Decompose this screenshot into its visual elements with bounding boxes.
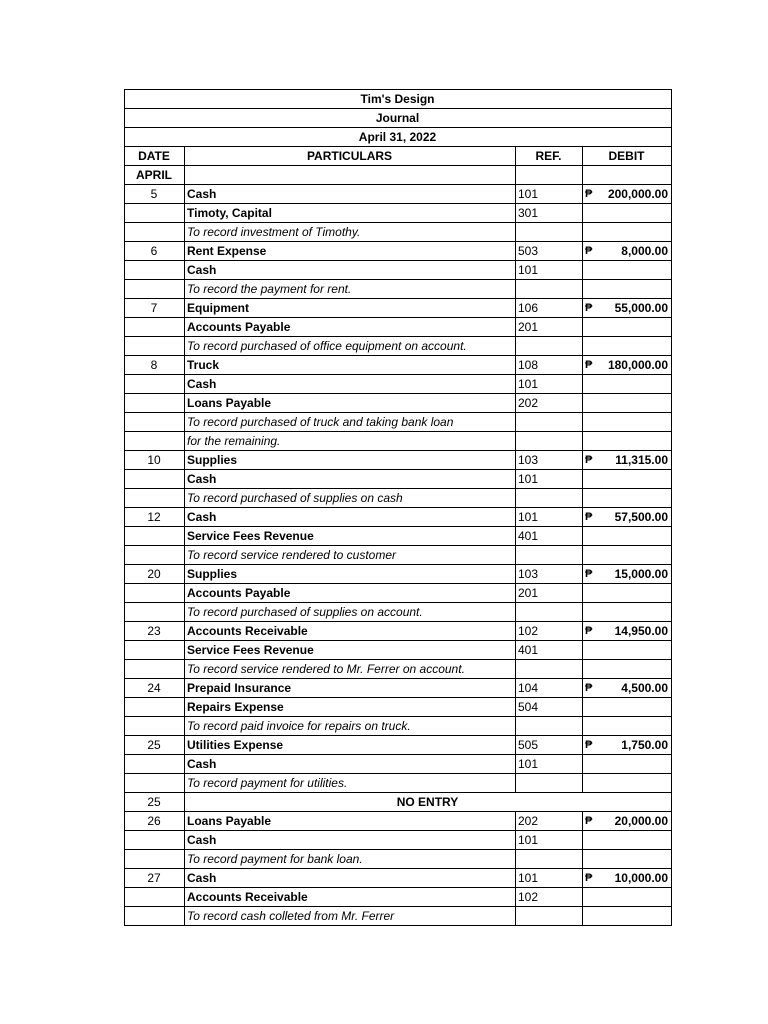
amount-value: 8,000.00: [621, 244, 668, 258]
debit-line-row: [125, 565, 672, 584]
empty-cell: [125, 850, 185, 869]
memo-text: To record purchased of truck and taking bank loan: [185, 413, 516, 432]
memo-row: [125, 774, 672, 793]
amount-value: 55,000.00: [614, 301, 668, 315]
credit-account: Accounts Receivable: [185, 888, 516, 907]
debit-account: Prepaid Insurance: [185, 679, 516, 698]
credit-account: Loans Payable: [185, 394, 516, 413]
empty-cell: [583, 888, 672, 907]
debit-amount-cell: [583, 451, 672, 470]
memo-row: [125, 337, 672, 356]
empty-cell: [583, 584, 672, 603]
empty-cell: [125, 698, 185, 717]
empty-cell: [583, 831, 672, 850]
debit-ref: 104: [516, 679, 583, 698]
empty-cell: [583, 432, 672, 451]
journal-sheet: [124, 89, 672, 926]
date-row: [125, 128, 672, 147]
memo-row: [125, 489, 672, 508]
debit-amount-cell: [583, 679, 672, 698]
credit-line-row: [125, 888, 672, 907]
memo-text: To record cash colleted from Mr. Ferrer: [185, 907, 516, 926]
credit-line-row: [125, 318, 672, 337]
debit-ref: 101: [516, 869, 583, 888]
debit-account: Supplies: [185, 565, 516, 584]
peso-sign: ₱: [585, 815, 593, 827]
debit-account: Cash: [185, 185, 516, 204]
empty-cell: [125, 337, 185, 356]
credit-account: Service Fees Revenue: [185, 527, 516, 546]
journal-body: [125, 90, 672, 926]
empty-cell: [583, 337, 672, 356]
debit-amount: [585, 565, 668, 583]
empty-cell: [516, 337, 583, 356]
no-entry-label: NO ENTRY: [185, 793, 672, 812]
memo-row: [125, 850, 672, 869]
debit-ref: 202: [516, 812, 583, 831]
credit-line-row: [125, 470, 672, 489]
empty-cell: [125, 413, 185, 432]
empty-cell: [516, 280, 583, 299]
debit-amount: [585, 299, 668, 317]
memo-row: [125, 660, 672, 679]
debit-amount-cell: [583, 812, 672, 831]
memo-text: To record investment of Timothy.: [185, 223, 516, 242]
empty-cell: [516, 717, 583, 736]
credit-line-row: [125, 641, 672, 660]
empty-cell: [583, 204, 672, 223]
entry-date: 25: [125, 793, 185, 812]
company-row: [125, 90, 672, 109]
memo-text: To record payment for utilities.: [185, 774, 516, 793]
amount-value: 20,000.00: [614, 814, 668, 828]
empty-cell: [583, 280, 672, 299]
empty-cell: [583, 907, 672, 926]
debit-amount-cell: [583, 565, 672, 584]
entry-date: 25: [125, 736, 185, 755]
empty-cell: [516, 774, 583, 793]
memo-row: [125, 603, 672, 622]
amount-value: 4,500.00: [621, 681, 668, 695]
empty-cell: [125, 318, 185, 337]
debit-amount: [585, 869, 668, 887]
memo-row: [125, 413, 672, 432]
empty-cell: [583, 166, 672, 185]
credit-ref: 301: [516, 204, 583, 223]
amount-value: 200,000.00: [607, 187, 668, 201]
credit-line-row: [125, 204, 672, 223]
credit-ref: 102: [516, 888, 583, 907]
entry-date: 27: [125, 869, 185, 888]
peso-sign: ₱: [585, 454, 593, 466]
debit-line-row: [125, 812, 672, 831]
credit-ref: 401: [516, 527, 583, 546]
memo-text: To record purchased of supplies on cash: [185, 489, 516, 508]
memo-row: [125, 432, 672, 451]
debit-line-row: [125, 356, 672, 375]
debit-line-row: [125, 299, 672, 318]
credit-ref: 201: [516, 318, 583, 337]
debit-amount: [585, 812, 668, 830]
peso-sign: ₱: [585, 568, 593, 580]
empty-cell: [583, 489, 672, 508]
empty-cell: [125, 603, 185, 622]
empty-cell: [583, 413, 672, 432]
empty-cell: [516, 432, 583, 451]
peso-sign: ₱: [585, 625, 593, 637]
debit-amount-cell: [583, 736, 672, 755]
debit-account: Utilities Expense: [185, 736, 516, 755]
empty-cell: [516, 850, 583, 869]
empty-cell: [516, 603, 583, 622]
empty-cell: [125, 470, 185, 489]
empty-cell: [516, 489, 583, 508]
debit-account: Cash: [185, 869, 516, 888]
document-row: [125, 109, 672, 128]
column-header-debit: DEBIT: [583, 147, 672, 166]
empty-cell: [583, 261, 672, 280]
credit-ref: 101: [516, 261, 583, 280]
empty-cell: [125, 831, 185, 850]
empty-cell: [583, 755, 672, 774]
credit-account: Repairs Expense: [185, 698, 516, 717]
debit-amount: [585, 356, 668, 374]
empty-cell: [583, 698, 672, 717]
debit-line-row: [125, 451, 672, 470]
debit-amount: [585, 736, 668, 754]
debit-account: Cash: [185, 508, 516, 527]
no-entry-row: [125, 793, 672, 812]
memo-text: To record purchased of office equipment on account.: [185, 337, 516, 356]
memo-row: [125, 546, 672, 565]
debit-ref: 103: [516, 451, 583, 470]
credit-line-row: [125, 584, 672, 603]
memo-text: To record purchased of supplies on account.: [185, 603, 516, 622]
empty-cell: [583, 717, 672, 736]
credit-ref: 201: [516, 584, 583, 603]
empty-cell: [583, 375, 672, 394]
peso-sign: ₱: [585, 188, 593, 200]
empty-cell: [185, 166, 516, 185]
empty-cell: [583, 223, 672, 242]
empty-cell: [516, 660, 583, 679]
credit-account: Cash: [185, 375, 516, 394]
amount-value: 10,000.00: [614, 871, 668, 885]
peso-sign: ₱: [585, 245, 593, 257]
debit-amount-cell: [583, 622, 672, 641]
credit-line-row: [125, 261, 672, 280]
entry-date: 7: [125, 299, 185, 318]
amount-value: 14,950.00: [614, 624, 668, 638]
credit-account: Timoty, Capital: [185, 204, 516, 223]
amount-value: 11,315.00: [615, 453, 668, 467]
empty-cell: [125, 223, 185, 242]
debit-amount-cell: [583, 356, 672, 375]
memo-row: [125, 223, 672, 242]
empty-cell: [125, 888, 185, 907]
empty-cell: [583, 641, 672, 660]
debit-account: Loans Payable: [185, 812, 516, 831]
peso-sign: ₱: [585, 872, 593, 884]
memo-text: for the remaining.: [185, 432, 516, 451]
debit-amount: [585, 242, 668, 260]
credit-account: Cash: [185, 261, 516, 280]
empty-cell: [125, 375, 185, 394]
empty-cell: [125, 546, 185, 565]
debit-ref: 101: [516, 508, 583, 527]
debit-ref: 505: [516, 736, 583, 755]
credit-ref: 202: [516, 394, 583, 413]
empty-cell: [125, 280, 185, 299]
empty-cell: [125, 660, 185, 679]
debit-amount-cell: [583, 508, 672, 527]
empty-cell: [125, 755, 185, 774]
credit-ref: 101: [516, 755, 583, 774]
debit-ref: 108: [516, 356, 583, 375]
memo-row: [125, 280, 672, 299]
credit-line-row: [125, 755, 672, 774]
debit-account: Rent Expense: [185, 242, 516, 261]
entry-date: 24: [125, 679, 185, 698]
empty-cell: [125, 261, 185, 280]
empty-cell: [583, 394, 672, 413]
debit-line-row: [125, 508, 672, 527]
column-header-date: DATE: [125, 147, 185, 166]
empty-cell: [583, 774, 672, 793]
debit-line-row: [125, 185, 672, 204]
debit-line-row: [125, 869, 672, 888]
debit-ref: 106: [516, 299, 583, 318]
debit-line-row: [125, 736, 672, 755]
column-header-ref: REF.: [516, 147, 583, 166]
amount-value: 15,000.00: [614, 567, 668, 581]
memo-text: To record service rendered to customer: [185, 546, 516, 565]
entry-date: 5: [125, 185, 185, 204]
empty-cell: [583, 660, 672, 679]
empty-cell: [125, 641, 185, 660]
credit-ref: 504: [516, 698, 583, 717]
memo-text: To record the payment for rent.: [185, 280, 516, 299]
debit-account: Equipment: [185, 299, 516, 318]
debit-line-row: [125, 679, 672, 698]
empty-cell: [516, 223, 583, 242]
empty-cell: [516, 907, 583, 926]
document-title: Journal: [125, 109, 672, 128]
credit-ref: 401: [516, 641, 583, 660]
empty-cell: [583, 527, 672, 546]
empty-cell: [125, 527, 185, 546]
entry-date: 20: [125, 565, 185, 584]
empty-cell: [516, 166, 583, 185]
debit-account: Supplies: [185, 451, 516, 470]
debit-amount: [585, 622, 668, 640]
empty-cell: [516, 413, 583, 432]
empty-cell: [125, 394, 185, 413]
credit-ref: 101: [516, 831, 583, 850]
memo-text: To record payment for bank loan.: [185, 850, 516, 869]
debit-amount: [585, 679, 668, 697]
debit-account: Truck: [185, 356, 516, 375]
debit-amount-cell: [583, 869, 672, 888]
empty-cell: [583, 603, 672, 622]
amount-value: 57,500.00: [614, 510, 668, 524]
debit-ref: 103: [516, 565, 583, 584]
credit-line-row: [125, 698, 672, 717]
debit-ref: 101: [516, 185, 583, 204]
credit-account: Accounts Payable: [185, 584, 516, 603]
credit-line-row: [125, 375, 672, 394]
memo-text: To record paid invoice for repairs on truck.: [185, 717, 516, 736]
peso-sign: ₱: [585, 302, 593, 314]
credit-line-row: [125, 527, 672, 546]
amount-value: 180,000.00: [607, 358, 668, 372]
debit-amount: [585, 451, 668, 469]
empty-cell: [125, 774, 185, 793]
document-date: April 31, 2022: [125, 128, 672, 147]
entry-date: 10: [125, 451, 185, 470]
credit-account: Cash: [185, 470, 516, 489]
empty-cell: [125, 907, 185, 926]
memo-row: [125, 717, 672, 736]
empty-cell: [125, 489, 185, 508]
peso-sign: ₱: [585, 682, 593, 694]
debit-line-row: [125, 622, 672, 641]
debit-amount-cell: [583, 299, 672, 318]
empty-cell: [125, 204, 185, 223]
credit-account: Cash: [185, 755, 516, 774]
memo-text: To record service rendered to Mr. Ferrer on account.: [185, 660, 516, 679]
credit-account: Cash: [185, 831, 516, 850]
debit-amount-cell: [583, 185, 672, 204]
credit-ref: 101: [516, 375, 583, 394]
entry-date: 23: [125, 622, 185, 641]
peso-sign: ₱: [585, 511, 593, 523]
month-label: APRIL: [125, 166, 185, 185]
credit-line-row: [125, 394, 672, 413]
journal-table: [124, 89, 672, 926]
empty-cell: [583, 318, 672, 337]
empty-cell: [583, 470, 672, 489]
credit-ref: 101: [516, 470, 583, 489]
empty-cell: [125, 432, 185, 451]
peso-sign: ₱: [585, 739, 593, 751]
empty-cell: [125, 717, 185, 736]
credit-line-row: [125, 831, 672, 850]
entry-date: 8: [125, 356, 185, 375]
credit-account: Service Fees Revenue: [185, 641, 516, 660]
column-header-row: [125, 147, 672, 166]
debit-account: Accounts Receivable: [185, 622, 516, 641]
empty-cell: [125, 584, 185, 603]
debit-amount: [585, 185, 668, 203]
empty-cell: [516, 546, 583, 565]
debit-ref: 503: [516, 242, 583, 261]
peso-sign: ₱: [585, 359, 593, 371]
memo-row: [125, 907, 672, 926]
debit-line-row: [125, 242, 672, 261]
entry-date: 12: [125, 508, 185, 527]
company-name: Tim's Design: [125, 90, 672, 109]
month-row: [125, 166, 672, 185]
debit-amount: [585, 508, 668, 526]
credit-account: Accounts Payable: [185, 318, 516, 337]
debit-amount-cell: [583, 242, 672, 261]
empty-cell: [583, 546, 672, 565]
debit-ref: 102: [516, 622, 583, 641]
column-header-particulars: PARTICULARS: [185, 147, 516, 166]
empty-cell: [583, 850, 672, 869]
entry-date: 26: [125, 812, 185, 831]
entry-date: 6: [125, 242, 185, 261]
amount-value: 1,750.00: [621, 738, 668, 752]
